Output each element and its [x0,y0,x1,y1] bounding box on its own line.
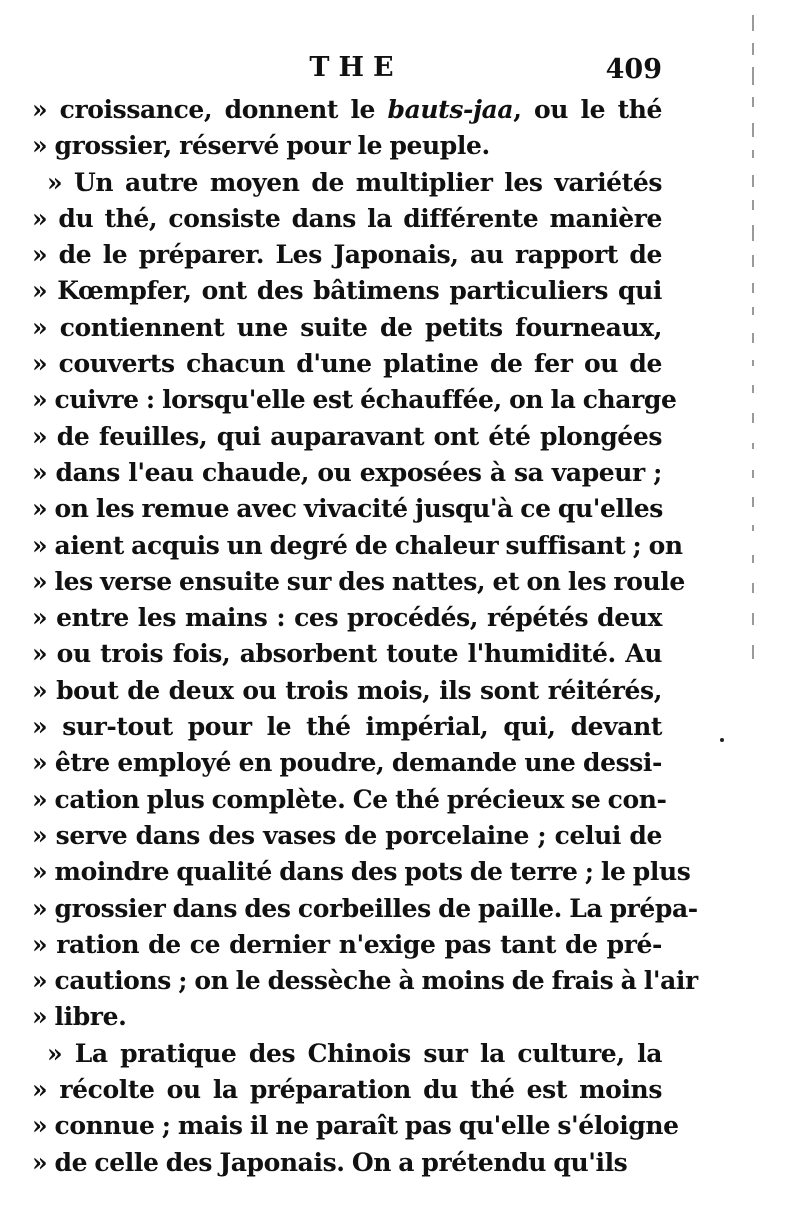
text-line: » être employé en poudre, demande une dessi- [32,748,662,778]
scan-tick [752,123,754,137]
text-line: » connue ; mais il ne paraît pas qu'elle s'éloigne [32,1111,679,1141]
scan-tick [752,67,754,85]
text-line: » grossier dans des corbeilles de paille. La prépa- [32,893,698,923]
scan-tick [752,150,754,158]
text-line: » ou trois fois, absorbent toute l'humidité. Au [32,639,662,669]
text-line: » sur-tout pour le thé impérial, qui, devant [32,712,662,742]
text-line: » dans l'eau chaude, ou exposées à sa vapeur ; [32,457,662,487]
scan-tick [752,225,754,241]
text-line: » Un autre moyen de multiplier les variétés [47,167,662,197]
text-line: » ration de ce dernier n'exige pas tant de pré- [32,929,662,959]
scan-tick [752,200,754,210]
scan-tick [752,307,754,315]
scan-tick [752,413,754,423]
scan-tick [752,43,754,55]
text-line: » de feuilles, qui auparavant ont été plongées [32,421,662,451]
scan-tick [752,255,754,267]
body-text [32,92,698,1181]
text-line: » Kœmpfer, ont des bâtimens particuliers qui [32,276,662,306]
text-line: » cuivre : lorsqu'elle est échauffée, on la charge [32,385,677,415]
text-line: » de celle des Japonais. On a prétendu qu'ils [32,1147,628,1177]
text-line: » La pratique des Chinois sur la culture, la [47,1038,662,1068]
scan-tick [752,97,754,107]
text-line: » les verse ensuite sur des nattes, et on les roule [32,566,685,596]
text-line: » libre. [32,1002,127,1032]
text-line: » croissance, donnent le bauts-jaa, ou le thé [32,95,662,124]
scan-tick [752,360,754,366]
scan-tick [752,175,754,187]
text-line: » on les remue avec vivacité jusqu'à ce qu'elles [32,494,663,524]
scan-tick [752,333,754,343]
stray-ink-mark [720,738,724,742]
scan-tick [752,555,754,563]
scan-tick [752,497,754,507]
text-line: » récolte ou la préparation du thé est moins [32,1075,662,1105]
scan-tick [752,283,754,293]
scan-tick [752,15,754,31]
running-head-title: THE [309,52,403,83]
text-line: » couverts chacun d'une platine de fer ou de [32,349,662,379]
text-line: » cautions ; on le dessèche à moins de frais à l'air [32,966,698,996]
page-number: 409 [605,54,662,85]
text-line: » grossier, réservé pour le peuple. [32,131,490,161]
running-head [32,52,662,92]
text-line: » du thé, consiste dans la différente manière [32,203,662,233]
scan-tick [752,645,754,659]
scan-tick [752,385,754,393]
text-line: » moindre qualité dans des pots de terre ; le plus [32,857,691,887]
text-line: » de le préparer. Les Japonais, au rapport de [32,240,662,270]
scan-tick [752,525,754,531]
scan-tick [752,583,754,593]
text-line: » aient acquis un degré de chaleur suffisant ; on [32,530,683,560]
text-line: » bout de deux ou trois mois, ils sont réitérés, [32,675,662,705]
scan-margin-ticks [749,15,761,665]
text-line: » serve dans des vases de porcelaine ; celui de [32,820,662,850]
scan-tick [752,470,754,478]
text-line: » cation plus complète. Ce thé précieux se con- [32,784,667,814]
text-line: » contiennent une suite de petits fourneaux, [32,312,662,342]
text-line: » entre les mains : ces procédés, répétés deux [32,603,662,633]
scan-tick [752,613,754,625]
scan-tick [752,443,754,449]
